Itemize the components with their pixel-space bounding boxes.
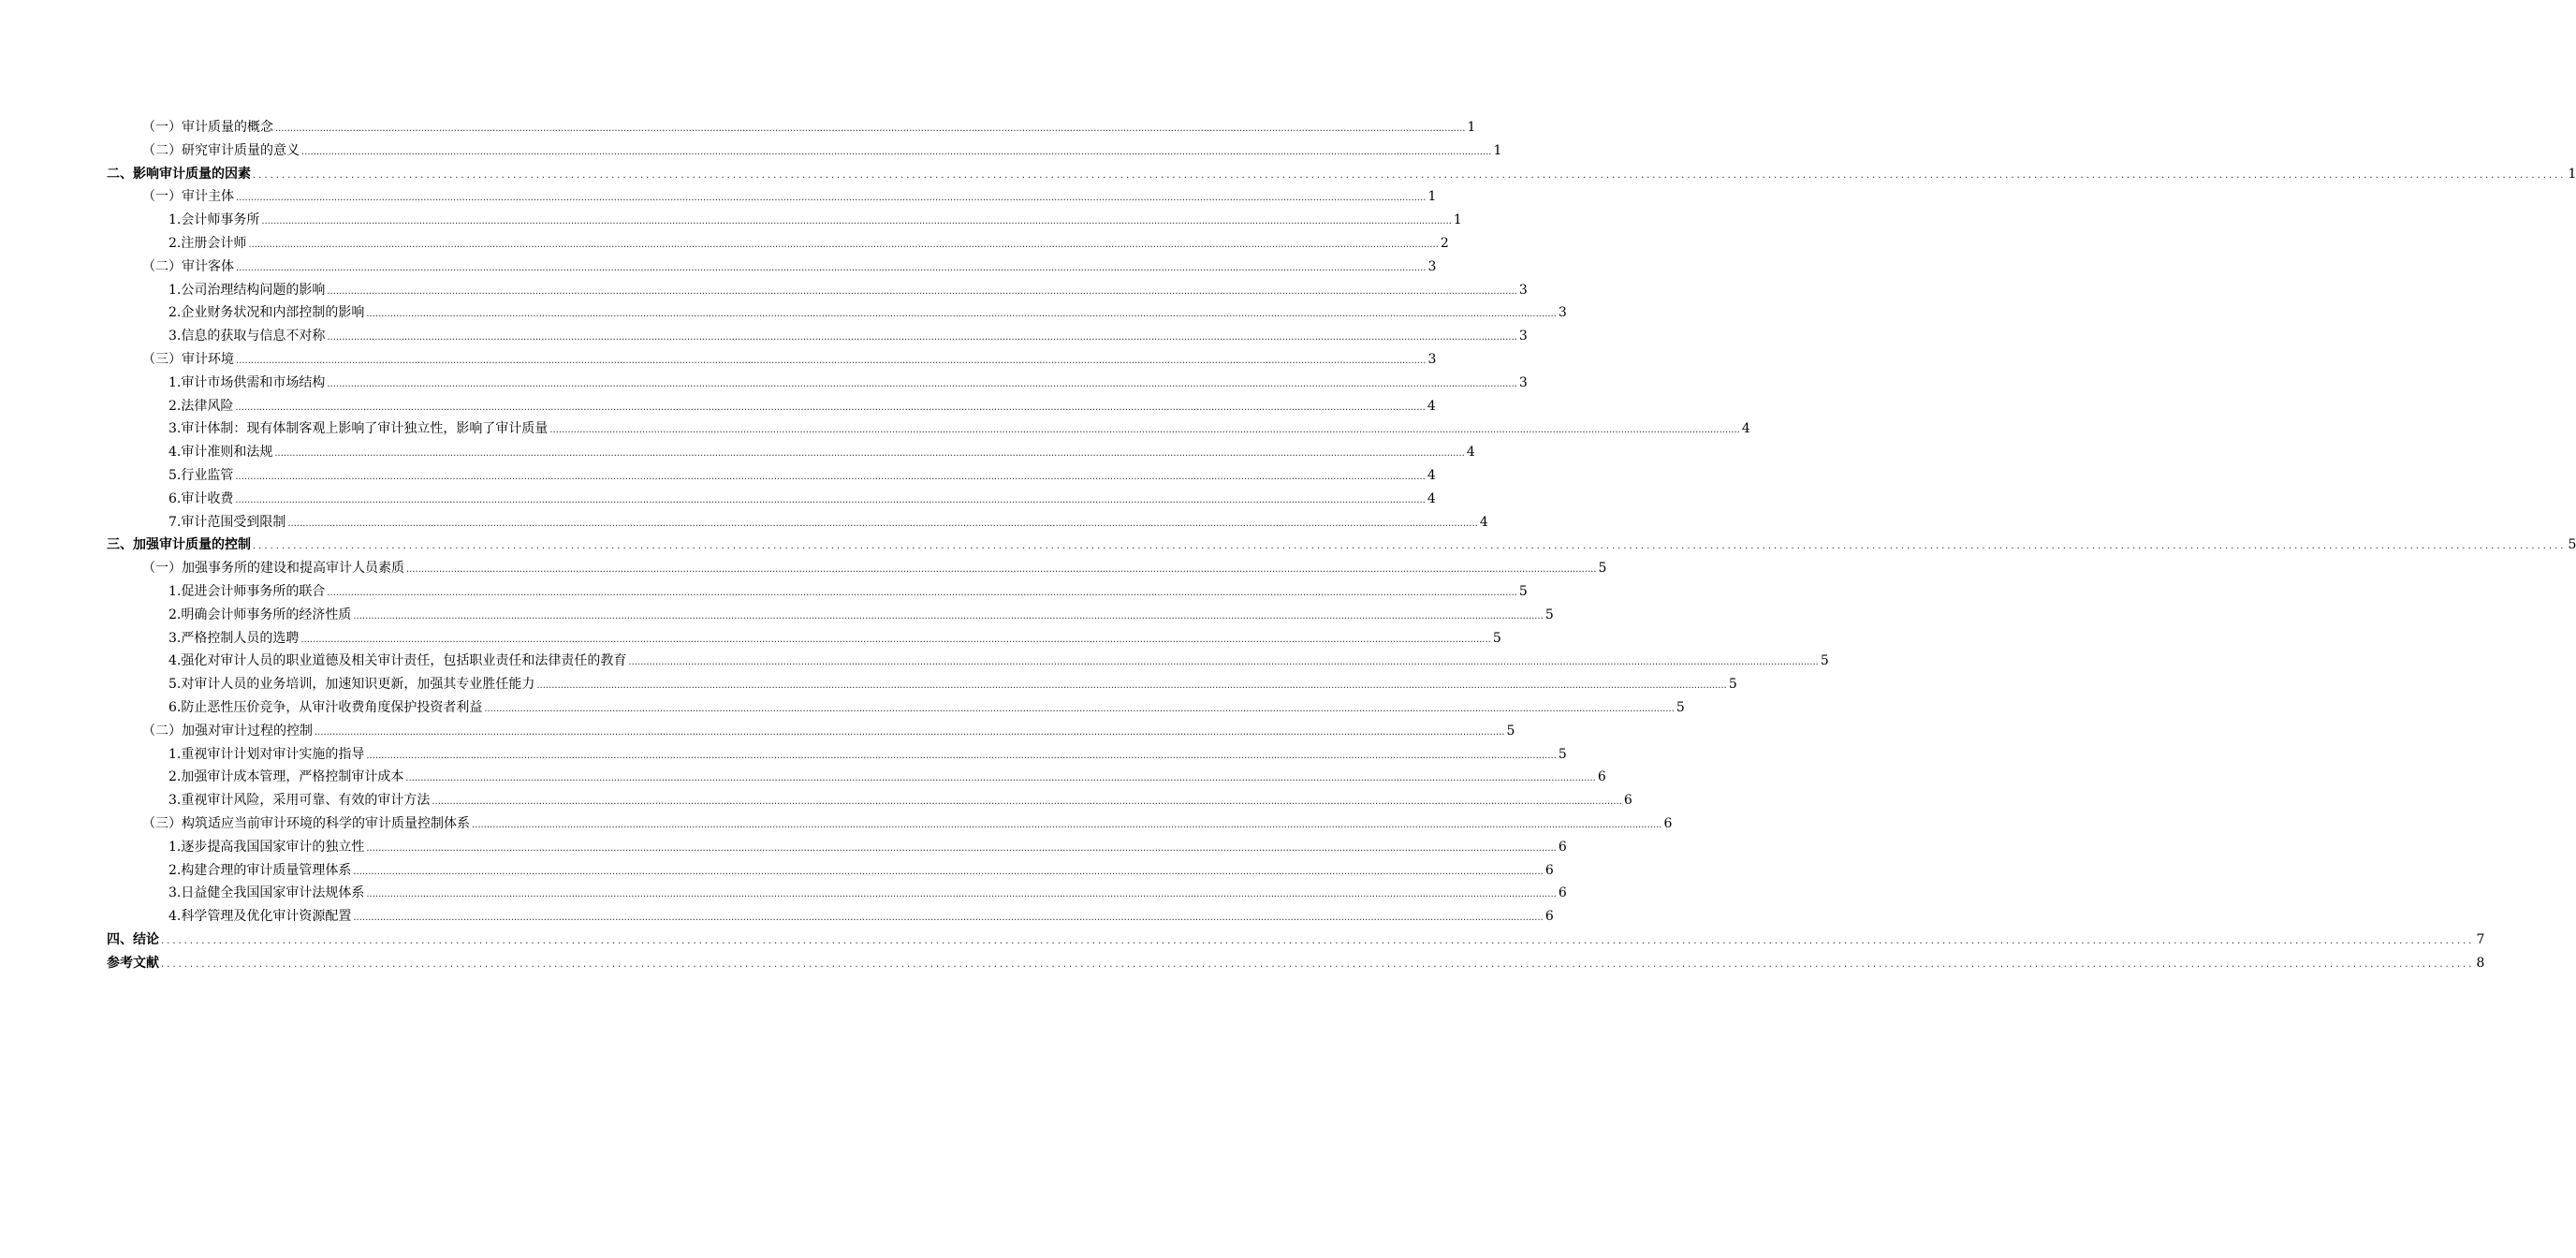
toc-entry[interactable]	[107, 325, 1528, 348]
toc-entry-page-number: 5	[1506, 723, 1515, 739]
toc-entry-title: 四、结论	[107, 931, 159, 947]
toc-entry-page-number: 3	[1518, 282, 1528, 298]
toc-entry[interactable]	[107, 256, 1437, 279]
toc-entry-title: 1.重视审计计划对审计实施的指导	[168, 746, 365, 762]
toc-entry-page-number: 4	[1427, 467, 1436, 483]
toc-entry[interactable]	[107, 417, 1750, 441]
toc-entry-page-number: 5	[1728, 677, 1737, 693]
toc-entry[interactable]	[107, 348, 1437, 372]
toc-entry-page-number: 1	[2568, 166, 2576, 182]
toc-entry-title: 2.注册会计师	[168, 235, 247, 251]
toc-entry-page-number: 1	[1427, 189, 1437, 205]
toc-entry-title: （三）审计环境	[142, 351, 234, 367]
toc-entry[interactable]	[107, 882, 1567, 905]
toc-entry-title: 2.明确会计师事务所的经济性质	[168, 607, 352, 622]
toc-entry-title: 2.加强审计成本管理，严格控制审计成本	[168, 769, 404, 785]
toc-entry[interactable]	[107, 163, 2576, 186]
toc-entry-page-number: 4	[1427, 398, 1436, 414]
toc-dot-leader: ................................................................................................................................................................................................................................................................................................................................................................................................................	[235, 402, 1426, 413]
toc-dot-leader: ................................................................................................................................................................................................................................................................................................................................................................................................................	[405, 773, 1596, 784]
toc-dot-leader: ................................................................................................................................................................................................................................................................................................................................................................................................................	[253, 169, 2567, 181]
toc-entry-title: 3.审计体制：现有体制客观上影响了审计独立性，影响了审计质量	[168, 421, 549, 437]
toc-entry[interactable]	[107, 580, 1528, 604]
toc-dot-leader: ................................................................................................................................................................................................................................................................................................................................................................................................................	[161, 958, 2475, 970]
toc-dot-leader: ................................................................................................................................................................................................................................................................................................................................................................................................................	[161, 935, 2475, 946]
toc-entry[interactable]	[107, 696, 1685, 720]
toc-entry[interactable]	[107, 395, 1436, 418]
toc-entry-page-number: 6	[1558, 839, 1567, 855]
toc-entry-page-number: 1	[1467, 120, 1476, 135]
toc-entry-title: 参考文献	[107, 955, 159, 971]
toc-entry[interactable]	[107, 650, 1829, 673]
toc-entry-page-number: 7	[2476, 931, 2485, 947]
toc-entry-page-number: 6	[1558, 885, 1567, 901]
toc-entry-page-number: 6	[1663, 815, 1673, 831]
toc-entry-page-number: 4	[1427, 490, 1436, 506]
toc-entry-title: （二）加强对审计过程的控制	[142, 723, 313, 739]
toc-entry-title: 4.强化对审计人员的职业道德及相关审计责任，包括职业责任和法律责任的教育	[168, 653, 627, 669]
toc-entry[interactable]	[107, 232, 1449, 256]
toc-dot-leader: ................................................................................................................................................................................................................................................................................................................................................................................................................	[484, 703, 1675, 714]
toc-entry-title: 1.审计市场供需和市场结构	[168, 374, 326, 390]
toc-entry-page-number: 3	[1558, 305, 1567, 321]
toc-dot-leader: ................................................................................................................................................................................................................................................................................................................................................................................................................	[549, 425, 1740, 436]
toc-entry[interactable]	[107, 720, 1515, 743]
toc-dot-leader: ................................................................................................................................................................................................................................................................................................................................................................................................................	[248, 239, 1439, 250]
toc-dot-leader: ................................................................................................................................................................................................................................................................................................................................................................................................................	[327, 285, 1517, 297]
toc-entry[interactable]	[107, 859, 1554, 883]
toc-entry-page-number: 1	[1453, 212, 1462, 228]
toc-entry[interactable]	[107, 279, 1528, 302]
toc-entry-page-number: 5	[1820, 653, 1829, 669]
toc-dot-leader: ................................................................................................................................................................................................................................................................................................................................................................................................................	[353, 610, 1544, 622]
toc-entry-page-number: 4	[1741, 421, 1750, 437]
toc-entry-title: 二、影响审计质量的因素	[107, 166, 251, 182]
toc-entry[interactable]	[107, 185, 1437, 209]
toc-entry[interactable]	[107, 766, 1606, 789]
toc-entry[interactable]	[107, 301, 1567, 325]
toc-dot-leader: ................................................................................................................................................................................................................................................................................................................................................................................................................	[315, 726, 1505, 738]
toc-dot-leader: ................................................................................................................................................................................................................................................................................................................................................................................................................	[275, 124, 1466, 134]
toc-entry-page-number: 6	[1544, 909, 1554, 925]
toc-dot-leader: ................................................................................................................................................................................................................................................................................................................................................................................................................	[300, 634, 1491, 645]
toc-entry-page-number: 6	[1544, 862, 1554, 878]
toc-entry-title: 6.审计收费	[168, 490, 234, 506]
toc-entry-title: 4.科学管理及优化审计资源配置	[168, 909, 352, 925]
toc-dot-leader: ................................................................................................................................................................................................................................................................................................................................................................................................................	[327, 378, 1517, 389]
toc-entry-page-number: 5	[1492, 630, 1501, 646]
toc-dot-leader: ................................................................................................................................................................................................................................................................................................................................................................................................................	[406, 564, 1597, 576]
toc-entry[interactable]	[107, 488, 1436, 511]
toc-dot-leader: ................................................................................................................................................................................................................................................................................................................................................................................................................	[301, 146, 1492, 157]
toc-entry-title: 3.信息的获取与信息不对称	[168, 329, 326, 344]
toc-entry-page-number: 2	[1440, 235, 1449, 251]
toc-entry-page-number: 5	[2568, 537, 2576, 553]
toc-dot-leader: ................................................................................................................................................................................................................................................................................................................................................................................................................	[536, 680, 1727, 692]
toc-entry[interactable]	[107, 627, 1501, 651]
toc-entry[interactable]	[107, 116, 1476, 139]
toc-entry-page-number: 6	[1597, 769, 1606, 785]
toc-entry-title: 1.逐步提高我国国家审计的独立性	[168, 839, 365, 855]
toc-dot-leader: ................................................................................................................................................................................................................................................................................................................................................................................................................	[235, 471, 1426, 482]
toc-entry-title: 3.严格控制人员的选聘	[168, 630, 300, 646]
toc-entry[interactable]	[107, 557, 1607, 580]
toc-entry-title: （一）加强事务所的建设和提高审计人员素质	[142, 561, 404, 577]
toc-entry[interactable]	[107, 464, 1436, 488]
toc-entry-title: 3.日益健全我国国家审计法规体系	[168, 885, 365, 901]
toc-entry-title: （一）审计主体	[142, 189, 234, 205]
toc-entry[interactable]	[107, 952, 2485, 975]
toc-entry[interactable]	[107, 905, 1554, 929]
toc-dot-leader: ................................................................................................................................................................................................................................................................................................................................................................................................................	[236, 262, 1427, 273]
toc-dot-leader: ................................................................................................................................................................................................................................................................................................................................................................................................................	[236, 355, 1427, 366]
toc-entry-title: 2.法律风险	[168, 398, 234, 414]
toc-entry[interactable]	[107, 372, 1528, 395]
toc-entry[interactable]	[107, 511, 1488, 534]
toc-entry[interactable]	[107, 604, 1554, 627]
toc-entry[interactable]	[107, 743, 1567, 767]
toc-entry[interactable]	[107, 789, 1632, 812]
toc-dot-leader: ................................................................................................................................................................................................................................................................................................................................................................................................................	[287, 518, 1478, 529]
toc-entry-title: 5.行业监管	[168, 467, 234, 483]
toc-dot-leader: ................................................................................................................................................................................................................................................................................................................................................................................................................	[472, 819, 1662, 830]
toc-entry-page-number: 5	[1598, 561, 1607, 577]
toc-entry-title: 7.审计范围受到限制	[168, 514, 286, 530]
toc-dot-leader: ................................................................................................................................................................................................................................................................................................................................................................................................................	[253, 541, 2567, 552]
toc-entry-title: 3.重视审计风险，采用可靠、有效的审计方法	[168, 793, 431, 809]
toc-dot-leader: ................................................................................................................................................................................................................................................................................................................................................................................................................	[274, 448, 1465, 460]
table-of-contents	[107, 116, 2576, 974]
toc-entry-page-number: 4	[1466, 445, 1475, 461]
toc-entry[interactable]	[107, 209, 1462, 232]
toc-dot-leader: ................................................................................................................................................................................................................................................................................................................................................................................................................	[366, 889, 1557, 900]
toc-dot-leader: ................................................................................................................................................................................................................................................................................................................................................................................................................	[432, 797, 1622, 808]
toc-dot-leader: ................................................................................................................................................................................................................................................................................................................................................................................................................	[235, 494, 1426, 505]
toc-entry-title: （二）研究审计质量的意义	[142, 142, 300, 158]
toc-entry[interactable]	[107, 139, 1502, 163]
toc-entry-page-number: 8	[2476, 955, 2485, 971]
toc-dot-leader: ................................................................................................................................................................................................................................................................................................................................................................................................................	[366, 842, 1557, 854]
toc-dot-leader: ................................................................................................................................................................................................................................................................................................................................................................................................................	[327, 587, 1517, 598]
toc-entry[interactable]	[107, 534, 2576, 557]
toc-dot-leader: ................................................................................................................................................................................................................................................................................................................................................................................................................	[366, 750, 1557, 761]
toc-entry-page-number: 3	[1518, 374, 1528, 390]
toc-entry-title: 4.审计准则和法规	[168, 445, 273, 461]
toc-entry-title: 1.会计师事务所	[168, 212, 260, 228]
toc-entry[interactable]	[107, 673, 1737, 696]
toc-entry-page-number: 5	[1518, 583, 1528, 599]
toc-entry[interactable]	[107, 812, 1673, 836]
toc-entry-title: 2.构建合理的审计质量管理体系	[168, 862, 352, 878]
toc-entry[interactable]	[107, 836, 1567, 859]
toc-entry[interactable]	[107, 441, 1475, 464]
toc-entry-page-number: 3	[1518, 329, 1528, 344]
toc-entry-title: （二）审计客体	[142, 258, 234, 274]
toc-dot-leader: ................................................................................................................................................................................................................................................................................................................................................................................................................	[628, 657, 1819, 668]
toc-dot-leader: ................................................................................................................................................................................................................................................................................................................................................................................................................	[261, 216, 1452, 227]
toc-entry-page-number: 6	[1623, 793, 1632, 809]
toc-entry-title: 三、加强审计质量的控制	[107, 537, 251, 553]
toc-entry-page-number: 1	[1493, 142, 1502, 158]
toc-entry-title: 5.对审计人员的业务培训，加速知识更新，加强其专业胜任能力	[168, 677, 535, 693]
toc-dot-leader: ................................................................................................................................................................................................................................................................................................................................................................................................................	[353, 866, 1544, 877]
toc-entry-page-number: 5	[1676, 699, 1685, 715]
toc-entry-page-number: 4	[1479, 514, 1488, 530]
toc-entry-title: 2.企业财务状况和内部控制的影响	[168, 305, 365, 321]
toc-entry-page-number: 3	[1427, 258, 1437, 274]
toc-dot-leader: ................................................................................................................................................................................................................................................................................................................................................................................................................	[366, 309, 1557, 320]
toc-entry-title: 1.促进会计师事务所的联合	[168, 583, 326, 599]
toc-entry-title: 1.公司治理结构问题的影响	[168, 282, 326, 298]
toc-entry-title: （三）构筑适应当前审计环境的科学的审计质量控制体系	[142, 815, 470, 831]
toc-entry-page-number: 3	[1427, 351, 1437, 367]
toc-entry-title: 6.防止恶性压价竞争，从审汁收费角度保护投资者利益	[168, 699, 483, 715]
toc-entry[interactable]	[107, 929, 2485, 952]
toc-dot-leader: ................................................................................................................................................................................................................................................................................................................................................................................................................	[353, 913, 1544, 924]
toc-entry-title: （一）审计质量的概念	[142, 120, 273, 135]
toc-dot-leader: ................................................................................................................................................................................................................................................................................................................................................................................................................	[236, 193, 1427, 204]
toc-entry-page-number: 5	[1558, 746, 1567, 762]
toc-dot-leader: ................................................................................................................................................................................................................................................................................................................................................................................................................	[327, 332, 1517, 344]
toc-entry-page-number: 5	[1544, 607, 1554, 622]
